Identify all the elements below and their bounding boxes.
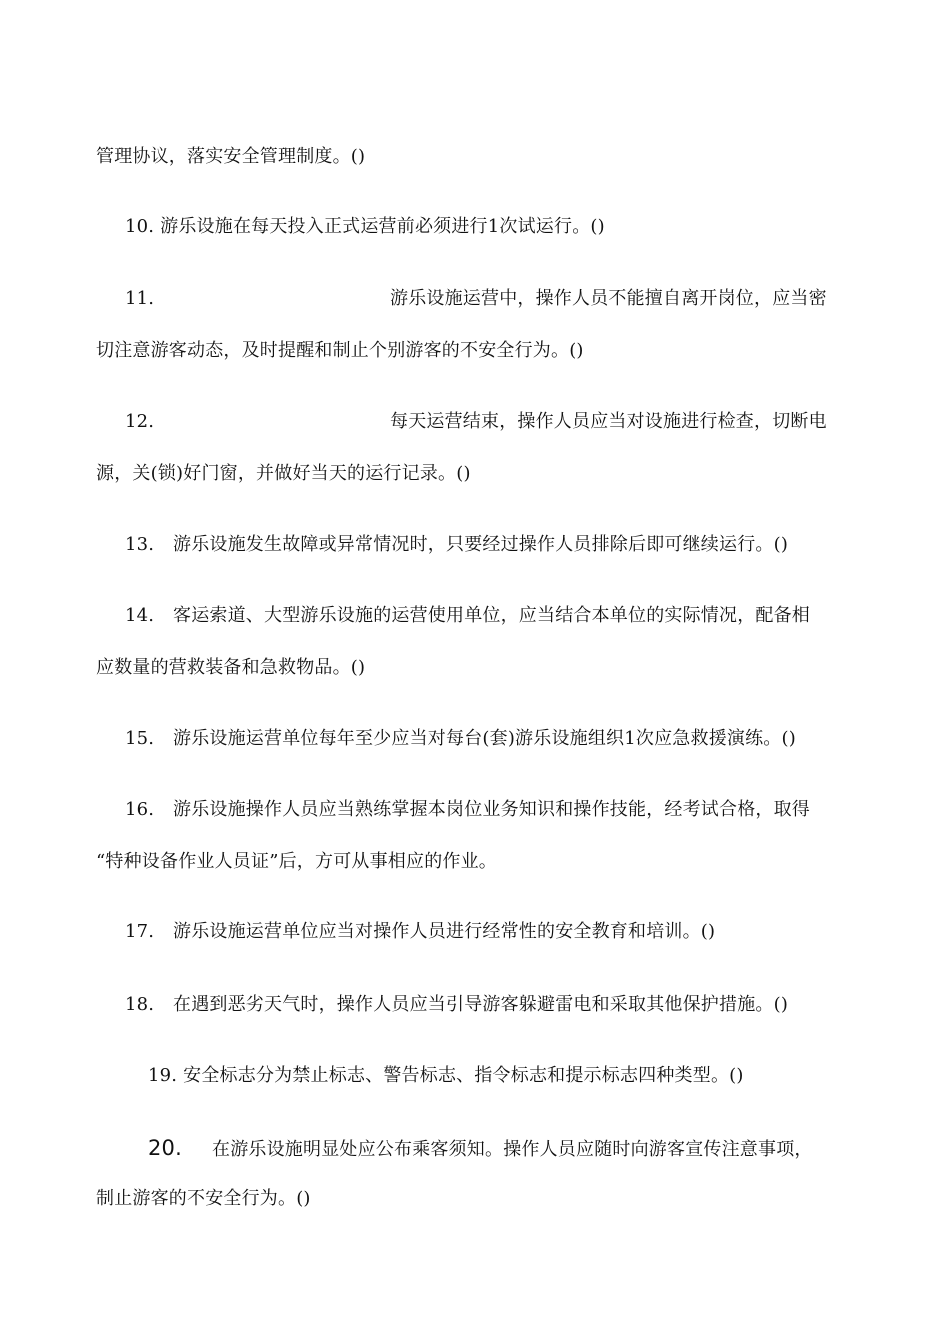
item-16-text-cont: “特种设备作业人员证”后，方可从事相应的作业。 <box>96 851 498 872</box>
item-14-text-cont: 应数量的营救装备和急救物品。() <box>96 657 366 678</box>
item-13 <box>125 533 885 557</box>
item-15-number: 15. <box>125 728 155 749</box>
item-15-text: 游乐设施运营单位每年至少应当对每台(套)游乐设施组织1次应急救援演练。() <box>173 728 796 749</box>
item-20-number: 20. <box>148 1136 182 1160</box>
item-12 <box>125 410 885 434</box>
item-14-number: 14. <box>125 605 155 626</box>
item-14 <box>125 604 885 628</box>
item-20 <box>148 1136 908 1162</box>
item-13-text: 游乐设施发生故障或异常情况时，只要经过操作人员排除后即可继续运行。() <box>173 534 789 555</box>
item-18-text: 在遇到恶劣天气时，操作人员应当引导游客躲避雷电和采取其他保护措施。() <box>173 994 789 1015</box>
item-20-cont <box>96 1187 856 1211</box>
item-12-text-cont: 源，关(锁)好门窗，并做好当天的运行记录。() <box>96 463 471 484</box>
item-11-number: 11. <box>125 288 155 309</box>
item-16 <box>125 798 885 822</box>
item-15 <box>125 727 885 751</box>
item-19 <box>148 1064 908 1088</box>
item-11-text: 游乐设施运营中，操作人员不能擅自离开岗位，应当密 <box>390 288 827 309</box>
item-16-number: 16. <box>125 799 155 820</box>
item-18 <box>125 993 885 1017</box>
item-16-cont <box>96 850 856 874</box>
item-14-cont <box>96 656 856 680</box>
item-12-cont <box>96 462 856 486</box>
item-17 <box>125 920 885 944</box>
item-14-text: 客运索道、大型游乐设施的运营使用单位，应当结合本单位的实际情况，配备相 <box>173 605 810 626</box>
item-10-text: 游乐设施在每天投入正式运营前必须进行1次试运行。() <box>160 216 605 237</box>
item-12-number: 12. <box>125 411 155 432</box>
item-11 <box>125 287 885 311</box>
item-20-text: 在游乐设施明显处应公布乘客须知。操作人员应随时向游客宣传注意事项， <box>212 1139 813 1160</box>
item-19-number: 19. <box>148 1065 178 1086</box>
item-10 <box>125 215 885 239</box>
item-11-text-cont: 切注意游客动态，及时提醒和制止个别游客的不安全行为。() <box>96 340 584 361</box>
item-13-number: 13. <box>125 534 155 555</box>
line-1 <box>96 145 856 169</box>
item-19-text: 安全标志分为禁止标志、警告标志、指令标志和提示标志四种类型。() <box>183 1065 744 1086</box>
item-17-text: 游乐设施运营单位应当对操作人员进行经常性的安全教育和培训。() <box>173 921 716 942</box>
item-16-text: 游乐设施操作人员应当熟练掌握本岗位业务知识和操作技能，经考试合格，取得 <box>173 799 810 820</box>
item-17-number: 17. <box>125 921 155 942</box>
item-12-text: 每天运营结束，操作人员应当对设施进行检查，切断电 <box>390 411 827 432</box>
item-20-text-cont: 制止游客的不安全行为。() <box>96 1188 311 1209</box>
line-1-text: 管理协议，落实安全管理制度。() <box>96 146 366 167</box>
item-10-number: 10. <box>125 216 155 237</box>
item-11-cont <box>96 339 856 363</box>
item-18-number: 18. <box>125 994 155 1015</box>
